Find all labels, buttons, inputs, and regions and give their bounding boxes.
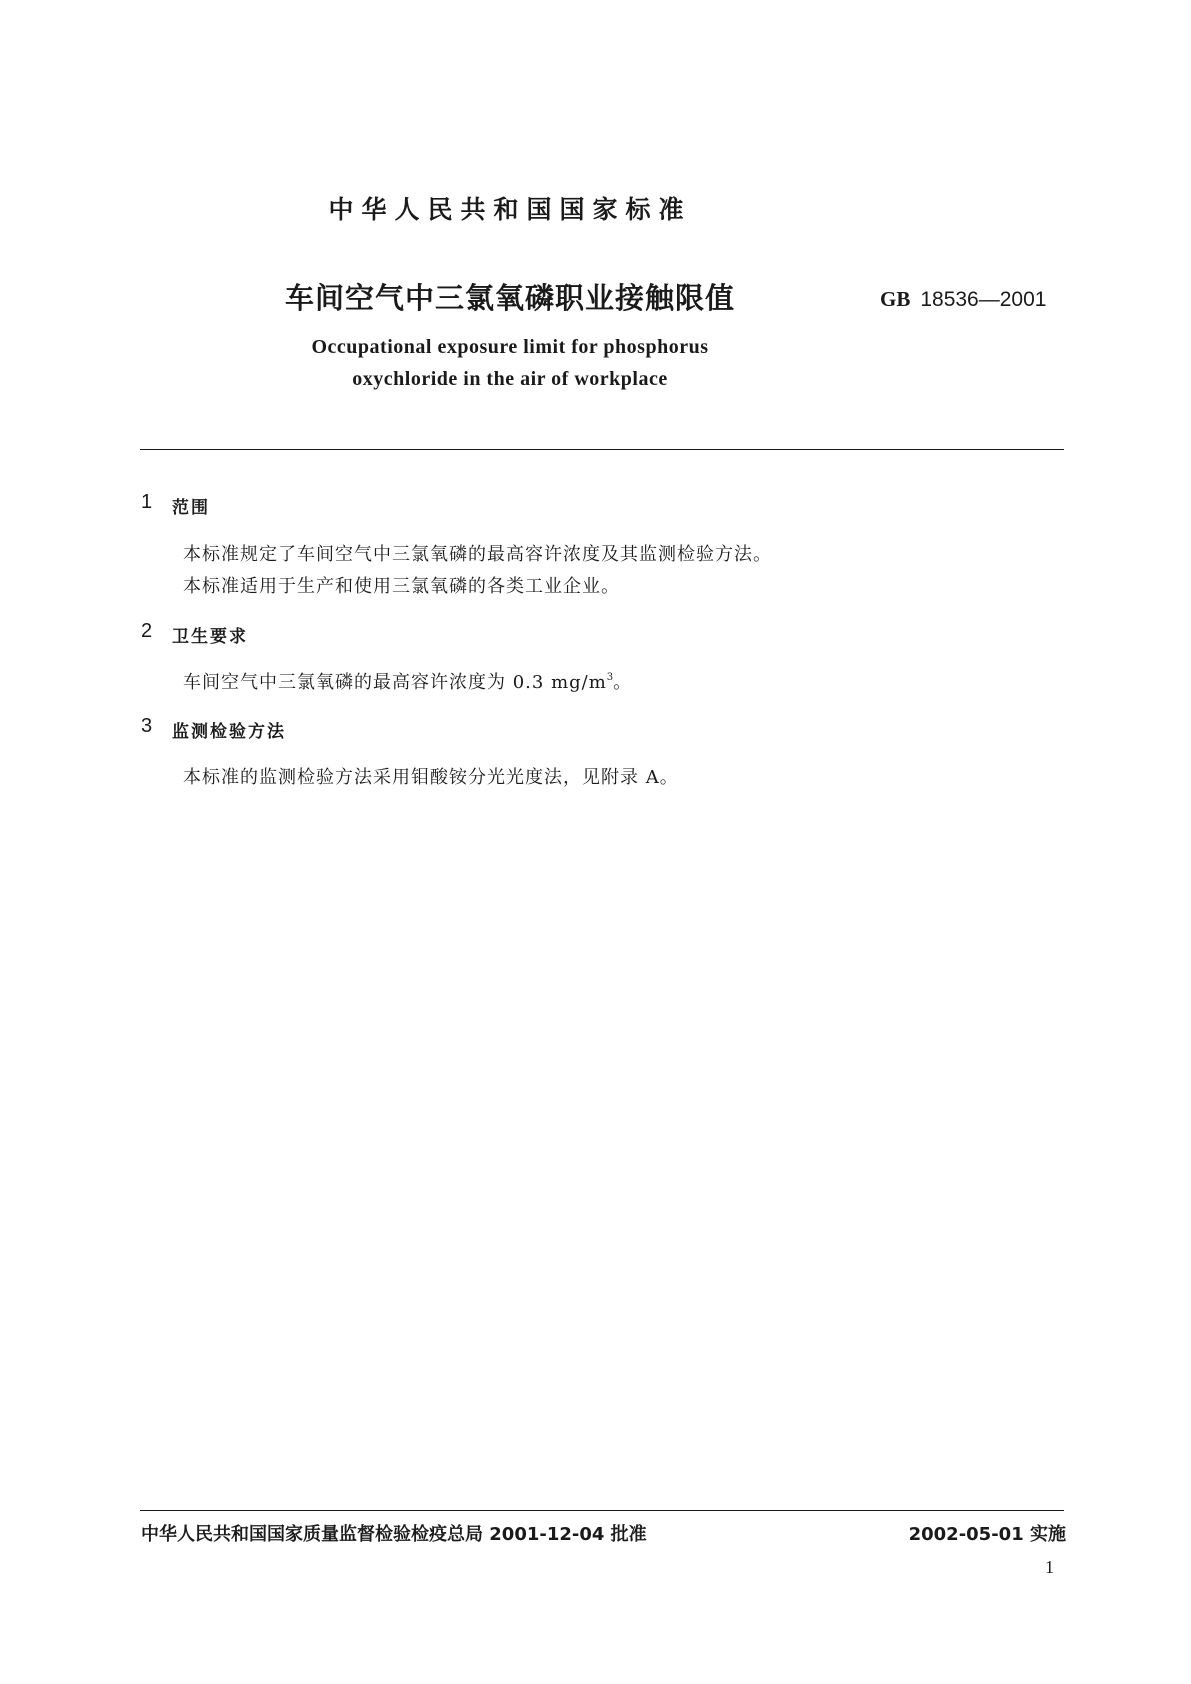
page-number: 1: [1045, 1557, 1054, 1577]
section-3-number: 3: [141, 715, 153, 737]
section-3-title: 监测检验方法: [172, 722, 286, 742]
section-2-paragraph-text: 车间空气中三氯氧磷的最高容许浓度为 0.3 mg/m: [183, 672, 607, 693]
section-2-paragraph-end: 。: [613, 672, 633, 693]
national-standard-header: 中华人民共和国国家标准: [328, 195, 692, 224]
section-1-title: 范围: [172, 498, 210, 518]
section-2-paragraph-1: [183, 668, 632, 694]
standard-code-prefix: GB: [880, 287, 911, 311]
approval-statement: 中华人民共和国国家质量监督检验检疫总局 2001-12-04 批准: [141, 1524, 647, 1545]
header-divider: [140, 449, 1064, 450]
document-title-cn: 车间空气中三氯氧磷职业接触限值: [284, 281, 735, 315]
unit-superscript: 3: [606, 672, 614, 683]
standard-code-number: 18536—2001: [920, 288, 1047, 311]
section-3-paragraph-1: 本标准的监测检验方法采用钼酸铵分光光度法，见附录 A。: [183, 767, 679, 788]
section-1-paragraph-2: 本标准适用于生产和使用三氯氧磷的各类工业企业。: [183, 576, 620, 597]
implementation-date: 2002-05-01 实施: [908, 1524, 1066, 1545]
section-1-paragraph-1: 本标准规定了车间空气中三氯氧磷的最高容许浓度及其监测检验方法。: [183, 544, 772, 565]
footer-divider: [140, 1510, 1064, 1511]
standard-code: [880, 287, 1046, 312]
section-2-title: 卫生要求: [172, 627, 248, 647]
section-2-number: 2: [141, 620, 153, 642]
document-title-en-line1: Occupational exposure limit for phosphorus: [311, 336, 709, 358]
section-1-number: 1: [141, 491, 153, 513]
document-title-en-line2: oxychloride in the air of workplace: [352, 368, 668, 390]
